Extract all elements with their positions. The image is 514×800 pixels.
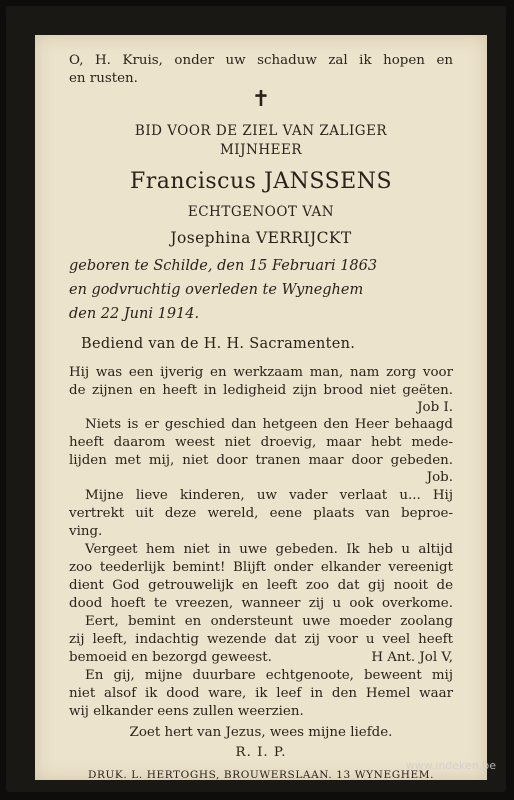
text-line: heeft daarom weest niet droevig, maar hebt mede- [69,435,453,450]
header-line-2: MIJNHEER [219,142,303,158]
death-line: en godvruchtig overleden te Wyneghem [69,282,364,298]
text-line: bemoeid en bezorgd geweest. [69,650,272,665]
bible-reference: Job. [426,470,453,485]
text-line: dient God getrouwelijk en leeft zoo dat gij nooit de [69,578,453,593]
spouse-name: Josephina VERRIJCKT [170,229,352,247]
rip-line: R. I. P. [235,745,287,760]
text-line: En gij, mijne duurbare echtgenoote, beweent mij [85,668,453,683]
text-line: Hij was een ijverig en werkzaam man, nam zorg voor [69,365,453,380]
text-line: vertrekt uit deze wereld, eene plaats van beproe- [69,506,453,521]
memorial-card [35,35,487,780]
text-line: zij leeft, indachtig wezende dat zij voor u veel heeft [69,632,453,647]
watermark: www.indeken.be [405,759,496,772]
bible-reference: H Ant. Jol V, [371,650,453,665]
text-line: wij elkander eens zullen weerzien. [69,704,304,719]
header-line-1: BID VOOR DE ZIEL VAN ZALIGER [134,123,388,139]
birth-line: geboren te Schilde, den 15 Februari 1863 [69,258,378,274]
text-line: Eert, bemint en ondersteunt uwe moeder zoolang [85,614,453,629]
deceased-name: Franciscus JANSSENS [129,169,393,194]
closing-prayer: Zoet hert van Jezus, wees mijne liefde. [129,725,393,740]
spouse-label: ECHTGENOOT VAN [187,204,335,220]
text-line: de zijnen en heeft in ledigheid zijn brood niet geëten. [69,383,453,398]
text-line: Niets is er geschied dan hetgeen den Heer behaagd [85,417,453,432]
death-date-line: den 22 Juni 1914. [69,306,200,322]
text-line: niet alsof ik dood ware, ik leef in den Hemel waar [69,686,453,701]
text-line: lijden met mij, niet door tranen maar door gebeden. [69,453,453,468]
text-line: dood hoeft te vreezen, wanneer zij u ook overkome. [69,596,453,611]
bible-reference: Job I. [417,400,453,415]
latin-cross-icon: ✝ [251,87,271,112]
text-line: zoo teederlijk bemint! Blijft onder elkander vereenigt [69,560,453,575]
mourning-card-border [6,6,506,792]
printer-line: DRUK. L. HERTOGHS, BROUWERSLAAN. 13 WYNEGHEM. [87,769,435,781]
text-line: ving. [69,524,103,539]
sacraments-line: Bediend van de H. H. Sacramenten. [81,336,356,352]
prayer-line-2: en rusten. [69,71,138,86]
text-line: Mijne lieve kinderen, uw vader verlaat u... Hij [85,488,453,503]
prayer-line-1: O, H. Kruis, onder uw schaduw zal ik hopen en [69,53,453,68]
text-line: Vergeet hem niet in uwe gebeden. Ik heb u altijd [85,542,453,557]
